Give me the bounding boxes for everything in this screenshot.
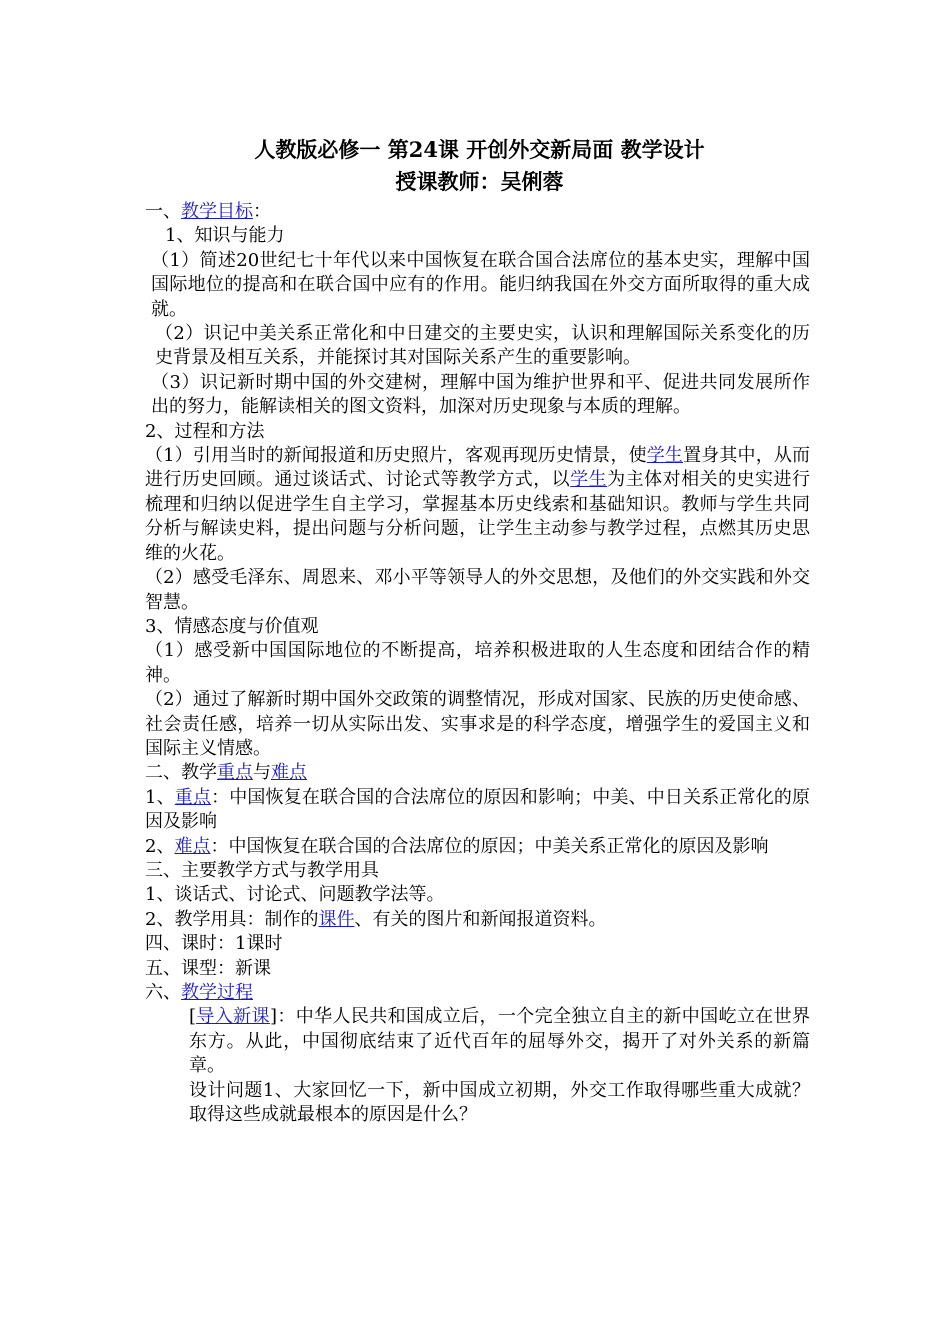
document-title: 人教版必修一 第24课 开创外交新局面 教学设计 (254, 137, 705, 162)
knowledge-item-2: （2）识记中美关系正常化和中日建交的主要史实，认识和理解国际关系变化的历史背景及相互关系，并能探讨其对国际关系产生的重要影响。 (155, 323, 810, 369)
knowledge-item-3: （3）识记新时期中国的外交建树，理解中国为维护世界和平、促进共同发展所作出的努力，能解读相关的图文资料，加深对历史现象与本质的理解。 (151, 371, 810, 418)
section-4-class-hours: 四、课时：1课时 (145, 933, 283, 955)
student-link-2[interactable]: 学生 (570, 469, 608, 491)
difficulty-link[interactable]: 难点 (174, 835, 211, 857)
design-question-1: 设计问题1、大家回忆一下，新中国成立初期，外交工作取得哪些重大成就？取得这些成就最根本的原因是什么？ (189, 1079, 810, 1126)
process-item-2: （2）感受毛泽东、周恩来、邓小平等领导人的外交思想，及他们的外交实践和外交智慧。 (145, 567, 810, 613)
subheading-emotion: 3、情感态度与价值观 (145, 615, 319, 637)
difficulties-link[interactable]: 难点 (271, 762, 307, 784)
teacher-line: 授课教师：吴俐蓉 (395, 169, 564, 194)
section-3-heading: 三、主要教学方式与教学用具 (145, 859, 379, 881)
teaching-process-link[interactable]: 教学过程 (181, 982, 253, 1003)
section-6-heading: 六、教学过程 (145, 982, 253, 1003)
emotion-item-1: （1）感受新中国国际地位的不断提高，培养积极进取的人生态度和团结合作的精神。 (145, 640, 810, 686)
difficulty-item: 2、难点：中国恢复在联合国的合法席位的原因；中美关系正常化的原因及影响 (145, 835, 769, 857)
student-link-1[interactable]: 学生 (646, 445, 684, 467)
key-point-link[interactable]: 重点 (174, 786, 212, 808)
process-item-1: （1）引用当时的新闻报道和历史照片，客观再现历史情景，使学生置身其中，从而进行历史回顾。通过谈话式、讨论式等教学方式，以学生为主体对相关的史实进行梳理和归纳以促进学生自主学习，掌握基本历史线索和基础知识。教师与学生共同分析与解读史料，提出问题与分析问题，让学生主动参与教学过程，点燃其历史思维的火花。 (145, 445, 811, 564)
document-body (145, 134, 810, 1127)
section-1-heading: 一、教学目标： (145, 201, 271, 222)
section-5-class-type: 五、课型：新课 (145, 957, 271, 979)
teaching-goals-link[interactable]: 教学目标 (181, 201, 253, 222)
intro-paragraph: [导入新课]：中华人民共和国成立后，一个完全独立自主的新中国屹立在世界东方。从此，中国彻底结束了近代百年的屈辱外交，揭开了对外关系的新篇章。 (189, 1006, 810, 1077)
subheading-process: 2、过程和方法 (145, 420, 265, 442)
knowledge-item-1: （1）简述20世纪七十年代以来中国恢复在联合国合法席位的基本史实，理解中国国际地位的提高和在联合国中应有的作用。能归纳我国在外交方面所取得的重大成就。 (151, 249, 810, 320)
subheading-knowledge: 1、知识与能力 (165, 225, 285, 247)
key-point-item: 1、重点：中国恢复在联合国的合法席位的原因和影响；中美、中日关系正常化的原因及影响 (145, 786, 811, 833)
new-lesson-intro-link[interactable]: 导入新课 (196, 1006, 270, 1028)
method-item-2: 2、教学用具：制作的课件、有关的图片和新闻报道资料。 (145, 908, 607, 930)
emotion-item-2: （2）通过了解新时期中国外交政策的调整情况，形成对国家、民族的历史使命感、社会责任感，培养一切从实际出发、实事求是的科学态度，增强学生的爱国主义和国际主义情感。 (145, 689, 810, 759)
section-2-heading: 二、教学重点与难点 (145, 762, 307, 784)
method-item-1: 1、谈话式、讨论式、问题教学法等。 (145, 884, 445, 906)
key-points-link[interactable]: 重点 (217, 762, 253, 784)
courseware-link[interactable]: 课件 (318, 908, 355, 930)
